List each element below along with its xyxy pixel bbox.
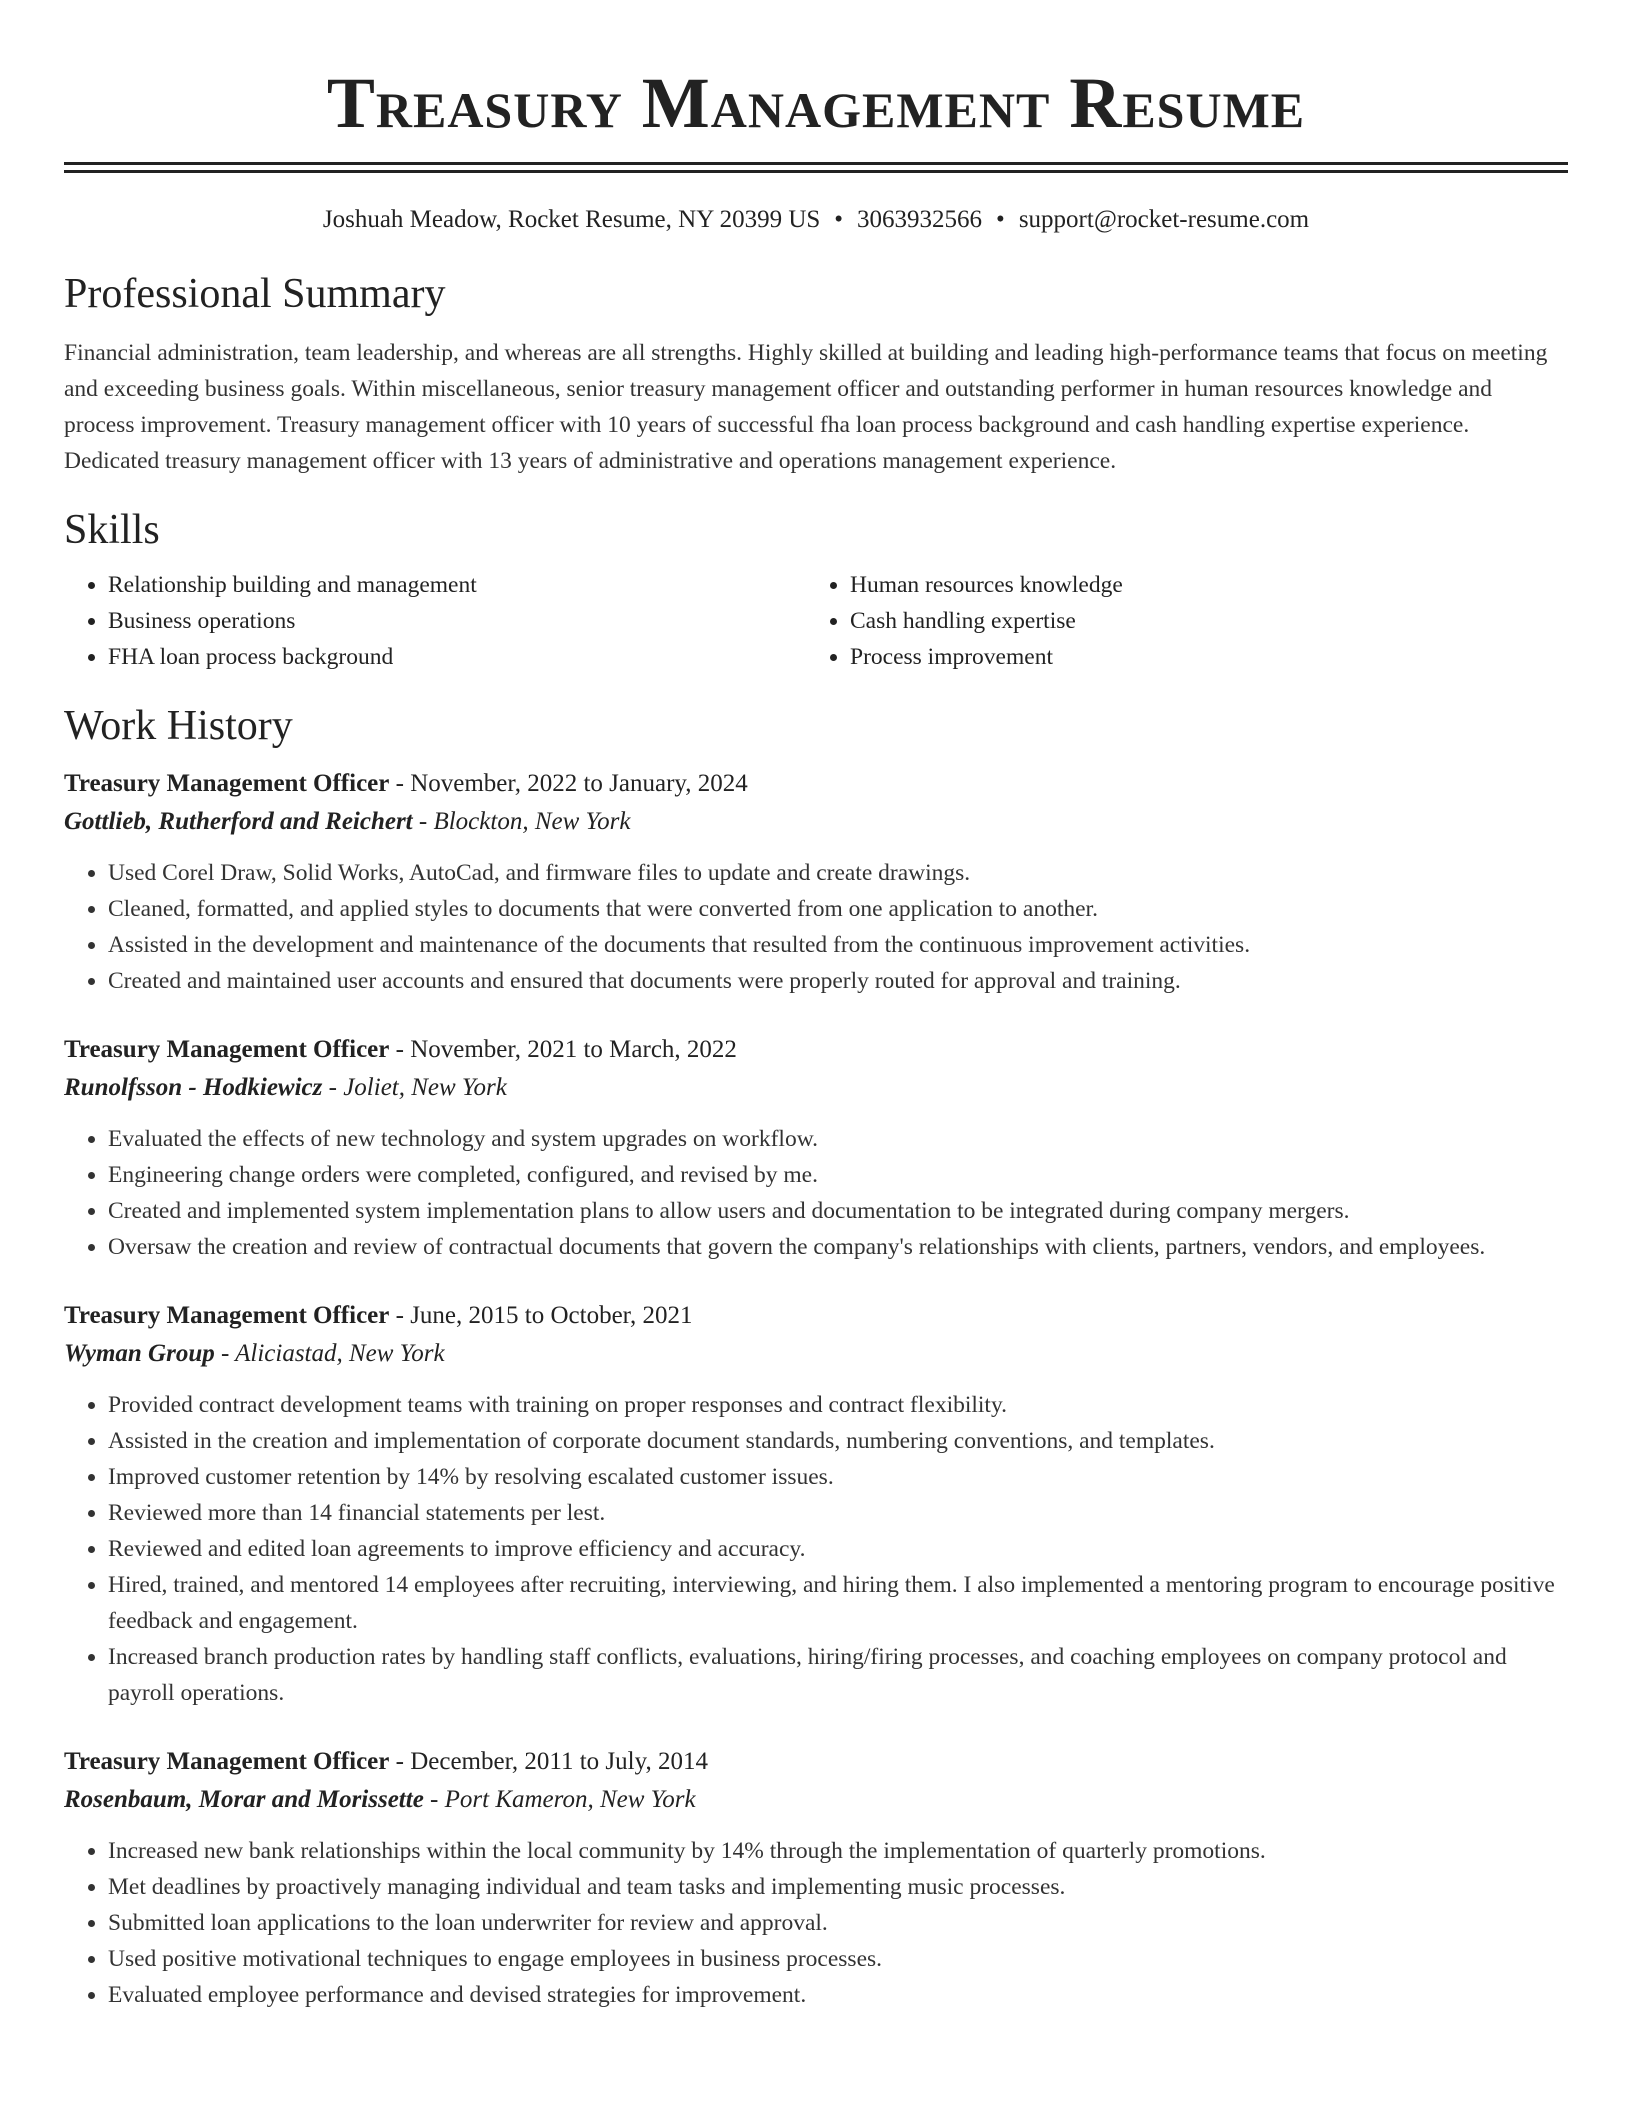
job-bullets [64, 1833, 1568, 2013]
contact-separator: • [996, 206, 1005, 233]
job-bullet: • Cleaned, formatted, and applied styles to documents that were converted from one application to another. [108, 891, 1568, 927]
job-bullet: • Reviewed more than 14 financial statements per lest. [108, 1495, 1568, 1531]
skills-right-list [806, 567, 1548, 675]
job-location: - Blockton, New York [412, 808, 631, 835]
job-bullet: • Increased branch production rates by handling staff conflicts, evaluations, hiring/firing processes, and coaching employees on company protocol and payroll operations. [108, 1639, 1568, 1711]
job-location: - Joliet, New York [322, 1074, 507, 1101]
job-bullet: • Used positive motivational techniques to engage employees in business processes. [108, 1941, 1568, 1977]
job-bullet: • Engineering change orders were completed, configured, and revised by me. [108, 1157, 1568, 1193]
job-dates: - December, 2011 to July, 2014 [389, 1748, 708, 1775]
job-bullet: • Assisted in the development and maintenance of the documents that resulted from the continuous improvement activities. [108, 927, 1568, 963]
work-history-section [64, 701, 1568, 2013]
skill-item: • Relationship building and management [108, 567, 806, 603]
job-bullet: • Increased new bank relationships within the local community by 14% through the implementation of quarterly promotions. [108, 1833, 1568, 1869]
skills-section [64, 505, 1568, 675]
job-employer [64, 1069, 1568, 1107]
job-title: Treasury Management Officer [64, 1748, 390, 1775]
job-bullet: • Used Corel Draw, Solid Works, AutoCad, and firmware files to update and create drawings. [108, 855, 1568, 891]
job-bullet: • Reviewed and edited loan agreements to improve efficiency and accuracy. [108, 1531, 1568, 1567]
skill-item: • Business operations [108, 603, 806, 639]
job-title: Treasury Management Officer [64, 1036, 390, 1063]
job-bullet: • Created and implemented system implementation plans to allow users and documentation to be integrated during company mergers. [108, 1193, 1568, 1229]
job-bullet: • Met deadlines by proactively managing individual and team tasks and implementing music processes. [108, 1869, 1568, 1905]
resume-page [64, 0, 1568, 2013]
work-history-heading: Work History [64, 703, 293, 749]
job-bullets [64, 1387, 1568, 1711]
job-title: Treasury Management Officer [64, 770, 390, 797]
job-header [64, 1297, 1568, 1335]
summary-text: Financial administration, team leadership, and whereas are all strengths. Highly skilled at building and leading high-performance teams that focus on meeting and exceeding business goals. Within miscellaneous, senior treasury management officer and outstanding performer in human resources knowledge and process improvement. Treasury management officer with 10 years of successful fha loan process background and cash handling expertise experience. Dedicated treasury management officer with 13 years of administrative and operations management experience. [64, 340, 1548, 474]
job-bullet: • Provided contract development teams with training on proper responses and contract flexibility. [108, 1387, 1568, 1423]
title-double-rule [64, 162, 1568, 173]
job-bullet: • Improved customer retention by 14% by resolving escalated customer issues. [108, 1459, 1568, 1495]
job-header [64, 1031, 1568, 1069]
summary-heading: Professional Summary [64, 271, 446, 317]
skill-item: • Human resources knowledge [850, 567, 1548, 603]
contact-address: Joshuah Meadow, Rocket Resume, NY 20399 US [322, 206, 821, 233]
contact-separator: • [834, 206, 844, 233]
job-entry [64, 1297, 1568, 1711]
job-bullet: • Submitted loan applications to the loan underwriter for review and approval. [108, 1905, 1568, 1941]
skills-heading: Skills [64, 507, 160, 553]
job-bullet: • Created and maintained user accounts and ensured that documents were properly routed for approval and training. [108, 963, 1568, 999]
job-company: Gottlieb, Rutherford and Reichert [64, 808, 413, 835]
job-header [64, 1743, 1568, 1781]
job-header [64, 765, 1568, 803]
job-bullet: • Assisted in the creation and implementation of corporate document standards, numbering conventions, and templates. [108, 1423, 1568, 1459]
job-location: - Port Kameron, New York [423, 1786, 696, 1813]
summary-section [64, 269, 1568, 479]
job-company: Rosenbaum, Morar and Morissette [64, 1786, 424, 1813]
job-bullets [64, 1121, 1568, 1265]
job-dates: - June, 2015 to October, 2021 [389, 1302, 693, 1329]
job-bullet: • Evaluated employee performance and devised strategies for improvement. [108, 1977, 1568, 2013]
skill-item: • FHA loan process background [108, 639, 806, 675]
job-bullet: • Oversaw the creation and review of contractual documents that govern the company's relationships with clients, partners, vendors, and employees. [108, 1229, 1568, 1265]
contact-email: support@rocket-resume.com [1018, 206, 1310, 233]
job-bullet: • Hired, trained, and mentored 14 employees after recruiting, interviewing, and hiring them. I also implemented a mentoring program to encourage positive feedback and engagement. [108, 1567, 1568, 1639]
skill-item: • Process improvement [850, 639, 1548, 675]
job-employer [64, 803, 1568, 841]
job-title: Treasury Management Officer [64, 1302, 390, 1329]
skills-left-list [64, 567, 806, 675]
job-dates: - November, 2022 to January, 2024 [389, 770, 748, 797]
job-entry [64, 1743, 1568, 2013]
job-employer [64, 1335, 1568, 1373]
job-bullets [64, 855, 1568, 999]
job-dates: - November, 2021 to March, 2022 [389, 1036, 737, 1063]
job-location: - Aliciastad, New York [214, 1340, 445, 1367]
skills-columns [64, 567, 1568, 675]
job-employer [64, 1781, 1568, 1819]
job-bullet: • Evaluated the effects of new technology and system upgrades on workflow. [108, 1121, 1568, 1157]
job-company: Wyman Group [64, 1340, 215, 1367]
resume-title: Treasury Management Resume [326, 63, 1306, 143]
contact-line [64, 203, 1568, 237]
contact-phone: 3063932566 [857, 206, 983, 233]
skill-item: • Cash handling expertise [850, 603, 1548, 639]
job-entry [64, 765, 1568, 999]
job-company: Runolfsson - Hodkiewicz [64, 1074, 323, 1101]
job-entry [64, 1031, 1568, 1265]
